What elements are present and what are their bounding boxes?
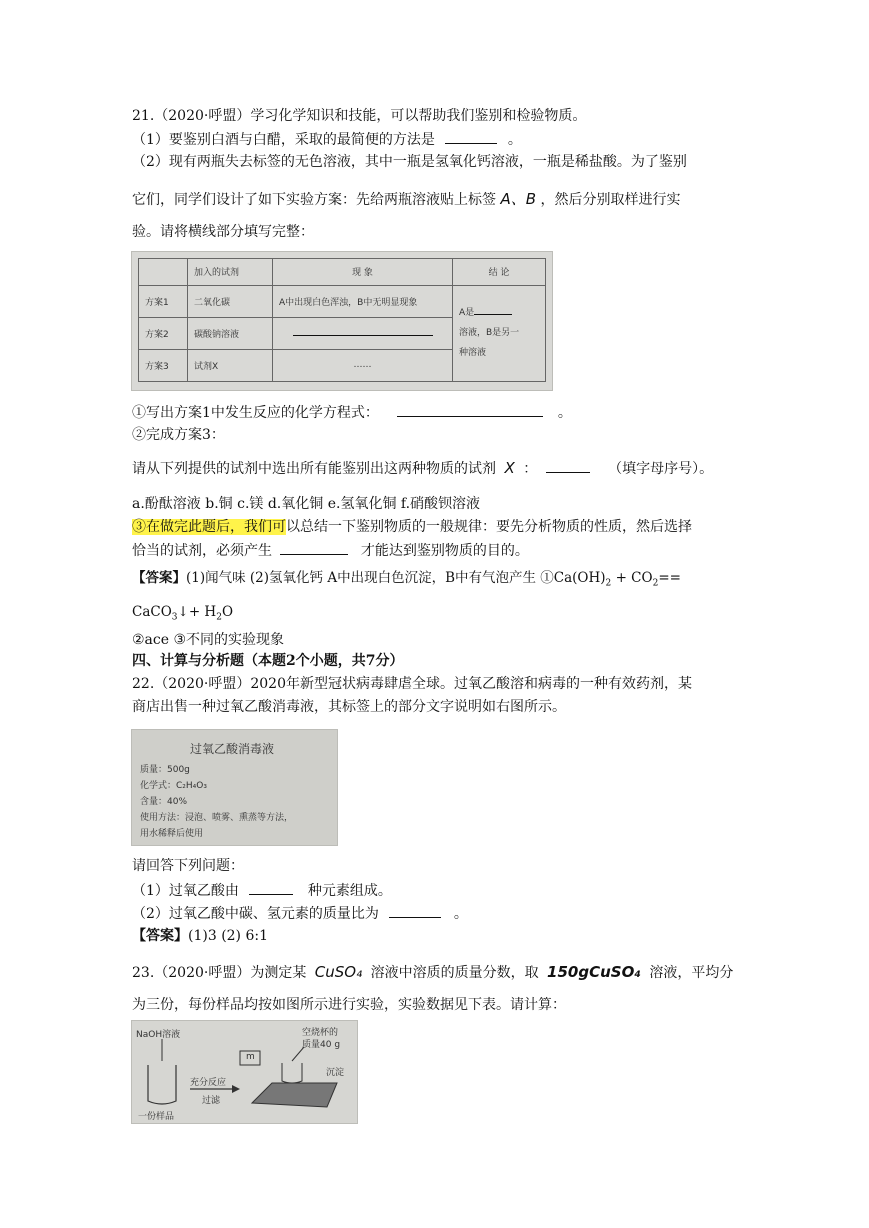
q21-step5 [132,540,529,561]
table-cell: …… [273,349,453,381]
q21-step1-end: 。 [557,405,572,421]
q21-part1-end: 。 [507,132,522,148]
q23-line1: 23.（2020·呼盟）为测定某 CuSO₄ 溶液中溶质的质量分数，取 150gCuSO₄ 溶液，平均分 [132,963,734,981]
q21-answer: 【答案】(1)闻气味 (2)氢氧化钙 A中出现白色沉淀，B中有气泡产生 $①Ca(OH)_2 + CO_2==$ [132,570,681,589]
experiment-figure-photo [131,1020,358,1124]
q21-step3-end: （填字母序号）。 [608,461,714,477]
answer-blank [280,540,348,555]
q21-step2: ②完成方案3： [132,427,225,443]
cuso4-formula: CuSO₄ [314,963,363,981]
answer-label: 【答案】 [132,928,188,944]
q21-title: 21.（2020·呼盟）学习化学知识和技能，可以帮助我们鉴别和检验物质。 [132,108,587,124]
table-header: 结 论 [453,259,546,286]
q22-line2: 商店出售一种过氧乙酸消毒液，其标签上的部分文字说明如右图所示。 [132,699,566,715]
table-cell [139,259,188,286]
q21-step5-text: 恰当的试剂，必须产生 [132,543,272,559]
ab-labels: A、B [500,190,537,208]
answer-blank [249,880,293,895]
sample-label: 一份样品 [138,1112,175,1122]
answer-blank [397,402,543,417]
filter-label: 过滤 [202,1096,221,1106]
q22-line5: （2）过氧乙酸中碳、氢元素的质量比为 。 [132,903,468,924]
answer-blank [474,306,512,315]
answer-blank [389,903,441,918]
q21-part1-text: （1）要鉴别白酒与白醋，采取的最简便的方法是 [132,132,435,148]
table-cell: 试剂X [188,349,273,381]
table-cell [453,285,546,381]
section-heading: 四、计算与分析题（本题2个小题，共7分） [132,653,404,669]
table-row [139,285,546,317]
table-row [139,259,546,286]
label-content: 含量：40% [140,797,188,807]
q22-line3: 请回答下列问题： [132,858,244,874]
naoh-label: NaOH溶液 [136,1030,181,1040]
highlighted-text: ③在做完此题后，我们可 [132,519,286,535]
experiment-table-photo [131,251,553,391]
table-cell: 碳酸钠溶液 [188,317,273,349]
q21-options: a.酚酞溶液 b.铜 c.镁 d.氧化铜 e.氢氧化铜 f.硝酸钡溶液 [132,496,481,512]
q21-step3-text: 请从下列提供的试剂中选出所有能鉴别出这两种物质的试剂 [132,461,496,477]
table-header: 现 象 [273,259,453,286]
precipitate-label: 沉淀 [326,1068,345,1078]
label-title: 过氧乙酸消毒液 [190,742,275,756]
table-cell [273,317,453,349]
reagent-x: X [504,459,515,477]
conclusion-line: 溶液，B是另一 [459,328,520,339]
label-usage2: 用水稀释后使用 [140,829,204,839]
q21-part2: （2）现有两瓶失去标签的无色溶液，其中一瓶是氢氧化钙溶液，一瓶是稀盐酸。为了鉴别 [132,154,687,170]
table-header: 加入的试剂 [188,259,273,286]
answer-blank [293,327,433,336]
label-formula: 化学式：C₂H₄O₃ [140,781,207,791]
q21-answer-line2: CaCO$_3$↓+ $H_2O$ [132,604,234,623]
experiment-table [138,258,546,382]
beaker-mass-label: 质量40 g [302,1040,341,1050]
q23-line2: 为三份，每份样品均按如图所示进行实验，实验数据见下表。请计算： [132,997,566,1013]
answer-text: (1)3 (2) 6:1 [188,928,269,944]
q21-step1-text: ①写出方案1中发生反应的化学方程式： [132,405,379,421]
disinfectant-label-photo [131,729,338,846]
table-cell: 方案1 [139,285,188,317]
q21-step3 [132,458,713,479]
q21-part2b [132,189,680,210]
q21-part2b-end: ，然后分别取样进行实 [540,192,681,208]
react-label: 充分反应 [190,1078,227,1088]
answer-blank [546,458,590,473]
table-cell: 二氧化碳 [188,285,273,317]
table-cell: A中出现白色浑浊，B中无明显现象 [273,285,453,317]
q21-part2b-text: 它们，同学们设计了如下实验方案：先给两瓶溶液贴上标签 [132,192,496,208]
conclusion-line: 种溶液 [459,348,487,359]
q21-step1 [132,402,572,423]
q22-answer [132,926,268,946]
label-mass: 质量：500g [140,765,190,775]
q21-part2c: 验。请将横线部分填写完整： [132,224,314,240]
q22-line1: 22.（2020·呼盟）2020年新型冠状病毒肆虐全球。过氧乙酸溶和病毒的一种有效药剂，某 [132,676,692,692]
answer-label: 【答案】 [132,570,186,586]
q21-step5-end: 才能达到鉴别物质的目的。 [360,543,529,559]
label-usage: 使用方法：浸泡、喷雾、熏蒸等方法， [140,813,294,823]
q21-step4-text: 以总结一下鉴别物质的一般规律：要先分析物质的性质，然后选择 [286,519,692,535]
q21-part1 [132,129,522,150]
cuso4-mass: 150gCuSO₄ [547,963,641,981]
q21-answer-line3: ②ace ③不同的实验现象 [132,632,285,648]
answer-text: (1)闻气味 (2)氢氧化钙 A中出现白色沉淀，B中有气泡产生 ①Ca(OH) [186,570,606,586]
q21-step4 [132,517,692,537]
conclusion-line: A是 [459,303,539,323]
beaker-label: 空烧杯的 [302,1028,339,1038]
m-label: m [246,1052,255,1062]
q21-step3-colon: ： [523,461,538,477]
table-cell: 方案2 [139,317,188,349]
table-cell: 方案3 [139,349,188,381]
answer-blank [445,129,497,144]
q22-line4: （1）过氧乙酸由 种元素组成。 [132,880,392,901]
